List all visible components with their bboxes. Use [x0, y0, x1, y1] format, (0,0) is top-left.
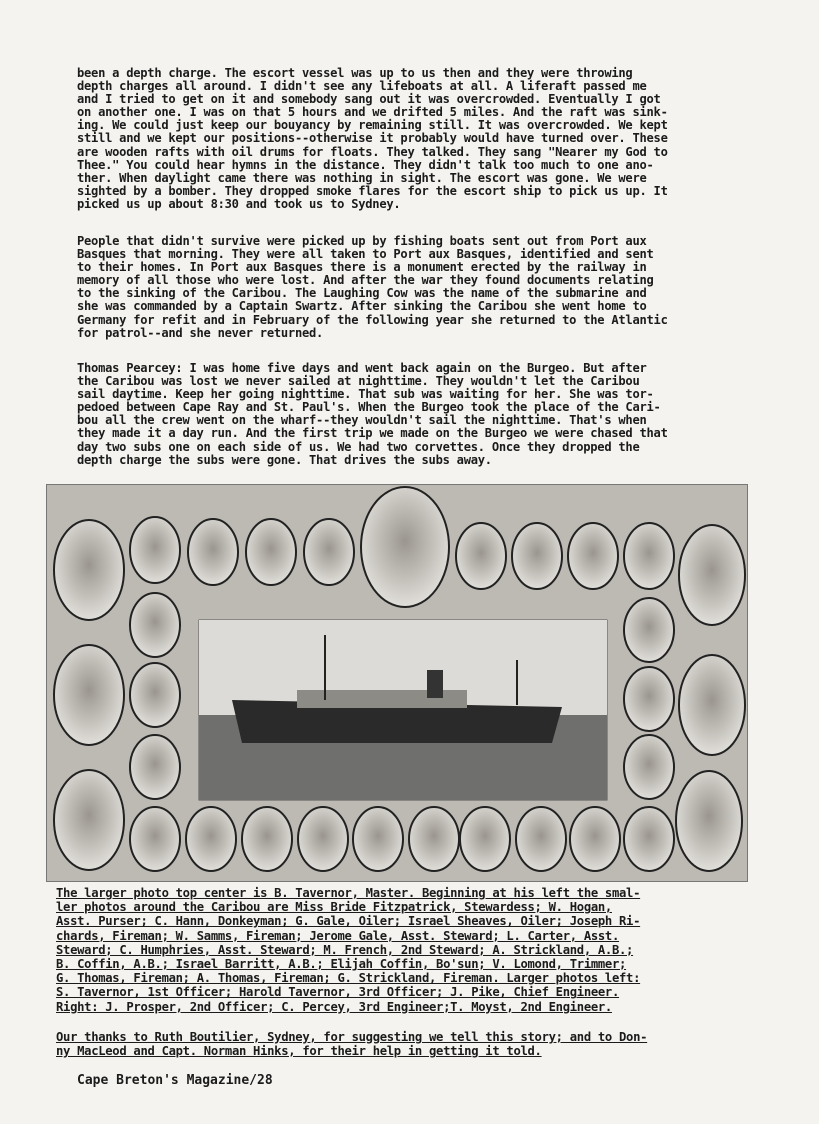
ship-funnel [427, 670, 443, 698]
portrait-oval [304, 519, 354, 585]
crew-photo-montage [46, 484, 748, 882]
portrait-oval [456, 523, 506, 589]
portrait-oval [512, 523, 562, 589]
portrait-oval [679, 655, 745, 755]
portrait-oval-master [361, 487, 449, 607]
portrait-oval [353, 807, 403, 871]
body-paragraph-1: been a depth charge. The escort vessel was up to us then and they were throwing depth charges all around. I didn't see any lifeboats at all. A liferaft passed me and I tried to get on it and somebody sang out it was overcrowded. Eventually I got on another one. I was on that 5 hours and we drifted 5 miles. And the raft was sink- ing. We could just keep our bouyancy by remaining still. It was overcrowded. We kept still and we kept our positions--otherwise it probably would have turned over. These are wooden rafts with oil drums for floats. They talked. They sang "Nearer my God to Thee." You could hear hymns in the distance. They didn't talk too much to one ano- ther. When daylight came there was nothing in sight. The escort was gone. We were sighted by a bomber. They dropped smoke flares for the escort ship to pick us up. It picked us up about 8:30 and took us to Sydney. [77, 66, 668, 211]
portrait-oval [242, 807, 292, 871]
portrait-oval [516, 807, 566, 871]
portrait-oval [186, 807, 236, 871]
portrait-oval [54, 770, 124, 870]
acknowledgement: Our thanks to Ruth Boutilier, Sydney, for suggesting we tell this story; and to Don- ny MacLeod and Capt. Norman Hinks, for their help in getting it told. [56, 1030, 648, 1059]
portrait-oval [568, 523, 618, 589]
portrait-oval [624, 807, 674, 871]
body-paragraph-3: Thomas Pearcey: I was home five days and went back again on the Burgeo. But after the Caribou was lost we never sailed at nighttime. They wouldn't let the Caribou sail daytime. Keep her going nighttime. That sub was waiting for her. She was tor- pedoed between Cape Ray and St. Paul's. When the Burgeo took the place of the Cari- bou all the crew went on the wharf--they wouldn't sail the nighttime. That's when they made it a day run. And the first trip we made on the Burgeo we were chased that day two subs one on each side of us. We had two corvettes. Once they dropped the depth charge the subs were gone. That drives the subs away. [77, 361, 668, 467]
crew-photo-illustration [47, 485, 747, 881]
portrait-oval [130, 663, 180, 727]
portrait-oval [624, 667, 674, 731]
portrait-oval [409, 807, 459, 871]
portrait-oval [130, 735, 180, 799]
page-footer: Cape Breton's Magazine/28 [77, 1073, 273, 1088]
portrait-oval [676, 771, 742, 871]
portrait-oval [624, 735, 674, 799]
portrait-oval [246, 519, 296, 585]
portrait-oval [54, 520, 124, 620]
portrait-oval [460, 807, 510, 871]
portrait-oval [624, 598, 674, 662]
body-paragraph-2: People that didn't survive were picked up by fishing boats sent out from Port aux Basques that morning. They were all taken to Port aux Basques, identified and sent to their homes. In Port aux Basques there is a monument erected by the railway in memory of all those who were lost. And after the war they found documents relating to the sinking of the Caribou. The Laughing Cow was the name of the submarine and she was commanded by a Captain Swartz. After sinking the Caribou she went home to Germany for refit and in February of the following year she returned to the Atlantic for patrol--and she never returned. [77, 234, 668, 340]
portrait-oval [54, 645, 124, 745]
portrait-oval [624, 523, 674, 589]
portrait-oval [130, 807, 180, 871]
portrait-oval [298, 807, 348, 871]
portrait-oval [188, 519, 238, 585]
portrait-oval [570, 807, 620, 871]
portrait-oval [679, 525, 745, 625]
portrait-oval [130, 517, 180, 583]
photo-caption: The larger photo top center is B. Tavernor, Master. Beginning at his left the smal- ler photos around the Caribou are Miss Bride Fitzpatrick, Stewardess; W. Hogan, Asst. Purser; C. Hann, Donkeyman; G. Gale, Oiler; Israel Sheaves, Oiler; Joseph Ri- chards, Fireman; W. Samms, Fireman; Jerome Gale, Asst. Steward; L. Carter, Asst. Steward; C. Humphries, Asst. Steward; M. French, 2nd Steward; A. Strickland, A.B.; B. Coffin, A.B.; Israel Barritt, A.B.; Elijah Coffin, Bo'sun; V. Lomond, Trimmer; G. Thomas, Fireman; A. Thomas, Fireman; G. Strickland, Fireman. Larger photos left: S. Tavernor, 1st Officer; Harold Tavernor, 3rd Officer; J. Pike, Chief Engineer. Right: J. Prosper, 2nd Officer; C. Percey, 3rd Engineer;T. Moyst, 2nd Engineer. [56, 886, 641, 1014]
portrait-oval [130, 593, 180, 657]
